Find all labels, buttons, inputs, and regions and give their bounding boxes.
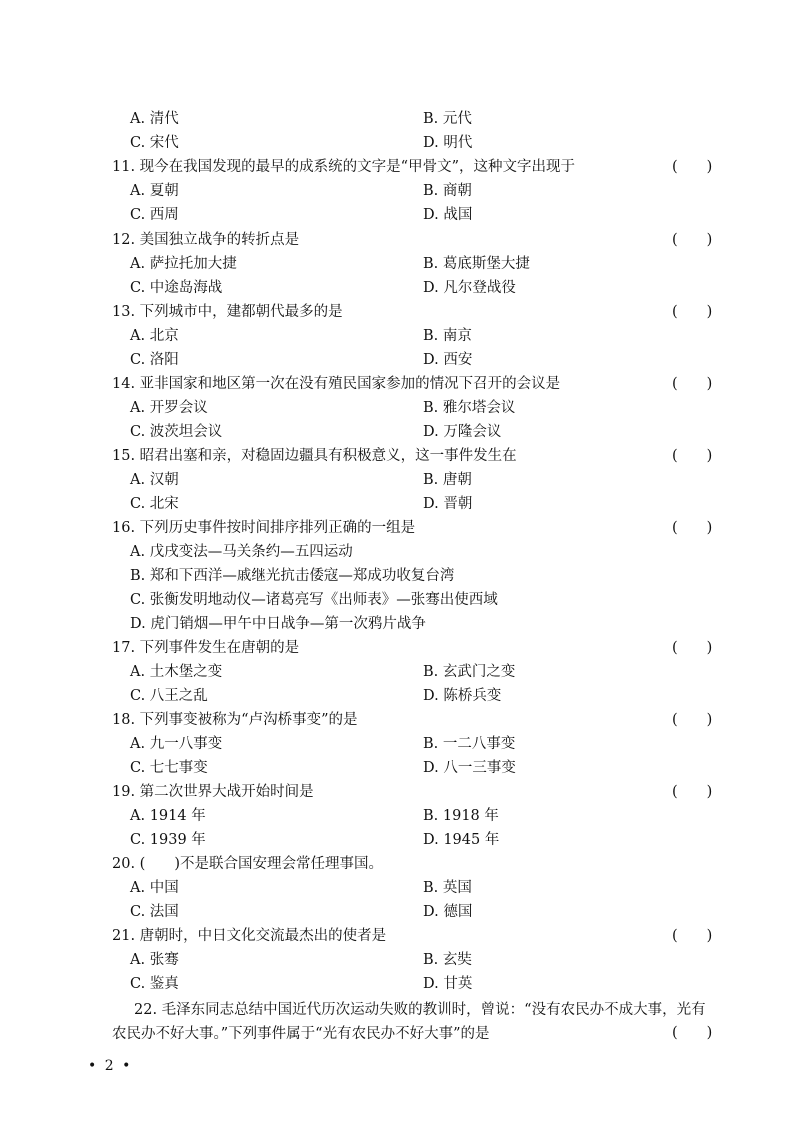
answer-bracket: ( ) [672, 640, 713, 656]
q13-option-a: A. 北京 [130, 328, 179, 344]
q17-option-c: C. 八王之乱 [130, 688, 208, 704]
q15-option-d: D. 晋朝 [423, 496, 473, 512]
q15-option-b: B. 唐朝 [423, 472, 472, 488]
page-number: • 2 • [88, 1058, 133, 1074]
question-15-text: 15. 昭君出塞和亲，对稳固边疆具有积极意义，这一事件发生在 [112, 448, 517, 464]
q18-option-a: A. 九一八事变 [130, 736, 223, 752]
q10-option-d: D. 明代 [423, 135, 473, 151]
q15-option-a: A. 汉朝 [130, 472, 179, 488]
answer-bracket: ( ) [672, 304, 713, 320]
q18-option-d: D. 八一三事变 [423, 760, 516, 776]
answer-bracket: ( ) [672, 1025, 713, 1041]
q11-option-d: D. 战国 [423, 207, 473, 223]
question-13-text: 13. 下列城市中，建都朝代最多的是 [112, 304, 343, 320]
q14-option-c: C. 波茨坦会议 [130, 424, 223, 440]
q11-option-a: A. 夏朝 [130, 183, 179, 199]
q16-option-c: C. 张衡发明地动仪—诸葛亮写《出师表》—张骞出使西域 [130, 592, 498, 608]
q17-option-d: D. 陈桥兵变 [423, 688, 502, 704]
q10-option-c: C. 宋代 [130, 135, 179, 151]
q20-option-a: A. 中国 [130, 880, 179, 896]
q14-option-d: D. 万隆会议 [423, 424, 502, 440]
q19-option-d: D. 1945 年 [423, 832, 500, 848]
answer-bracket: ( ) [672, 784, 713, 800]
q16-option-b: B. 郑和下西洋—戚继光抗击倭寇—郑成功收复台湾 [130, 568, 455, 584]
q14-option-b: B. 雅尔塔会议 [423, 400, 516, 416]
answer-bracket: ( ) [672, 712, 713, 728]
q19-option-b: B. 1918 年 [423, 808, 499, 824]
q14-option-a: A. 开罗会议 [130, 400, 208, 416]
answer-bracket: ( ) [672, 520, 713, 536]
q16-option-a: A. 戊戌变法—马关条约—五四运动 [130, 544, 353, 560]
q19-option-c: C. 1939 年 [130, 832, 206, 848]
answer-bracket: ( ) [672, 159, 713, 175]
q17-option-a: A. 土木堡之变 [130, 664, 223, 680]
question-17-text: 17. 下列事件发生在唐朝的是 [112, 640, 300, 656]
q12-option-b: B. 葛底斯堡大捷 [423, 256, 530, 272]
q13-option-b: B. 南京 [423, 328, 472, 344]
q20-option-d: D. 德国 [423, 904, 473, 920]
q12-option-a: A. 萨拉托加大捷 [130, 256, 237, 272]
q21-option-d: D. 甘英 [423, 976, 473, 992]
q10-option-a: A. 清代 [130, 111, 179, 127]
q13-option-d: D. 西安 [423, 352, 473, 368]
q11-option-b: B. 商朝 [423, 183, 472, 199]
q11-option-c: C. 西周 [130, 207, 179, 223]
q21-option-c: C. 鉴真 [130, 976, 179, 992]
q21-option-b: B. 玄奘 [423, 952, 472, 968]
question-21-text: 21. 唐朝时，中日文化交流最杰出的使者是 [112, 928, 387, 944]
question-18-text: 18. 下列事变被称为“卢沟桥事变”的是 [112, 712, 358, 728]
q18-option-b: B. 一二八事变 [423, 736, 516, 752]
q20-option-b: B. 英国 [423, 880, 472, 896]
answer-bracket: ( ) [672, 448, 713, 464]
question-22-text [112, 998, 716, 1046]
question-14-text: 14. 亚非国家和地区第一次在没有殖民国家参加的情况下召开的会议是 [112, 376, 561, 392]
q19-option-a: A. 1914 年 [130, 808, 206, 824]
q16-option-d: D. 虎门销烟—甲午中日战争—第一次鸦片战争 [130, 616, 426, 632]
question-22-body: 22. 毛泽东同志总结中国近代历次运动失败的教训时，曾说：“没有农民办不成大事，光有农民办不好大事。”下列事件属于“光有农民办不好大事”的是 [112, 1002, 706, 1042]
q15-option-c: C. 北宋 [130, 496, 179, 512]
question-16-text: 16. 下列历史事件按时间排序排列正确的一组是 [112, 520, 416, 536]
q12-option-d: D. 凡尔登战役 [423, 280, 516, 296]
q10-option-b: B. 元代 [423, 111, 472, 127]
q12-option-c: C. 中途岛海战 [130, 280, 223, 296]
answer-bracket: ( ) [672, 928, 713, 944]
q13-option-c: C. 洛阳 [130, 352, 179, 368]
q17-option-b: B. 玄武门之变 [423, 664, 516, 680]
question-11-text: 11. 现今在我国发现的最早的成系统的文字是“甲骨文”，这种文字出现于 [112, 159, 575, 175]
answer-bracket: ( ) [672, 376, 713, 392]
answer-bracket: ( ) [672, 232, 713, 248]
question-20-text: 20. ( )不是联合国安理会常任理事国。 [112, 856, 383, 872]
question-19-text: 19. 第二次世界大战开始时间是 [112, 784, 314, 800]
q21-option-a: A. 张骞 [130, 952, 179, 968]
question-12-text: 12. 美国独立战争的转折点是 [112, 232, 300, 248]
q20-option-c: C. 法国 [130, 904, 179, 920]
q18-option-c: C. 七七事变 [130, 760, 208, 776]
